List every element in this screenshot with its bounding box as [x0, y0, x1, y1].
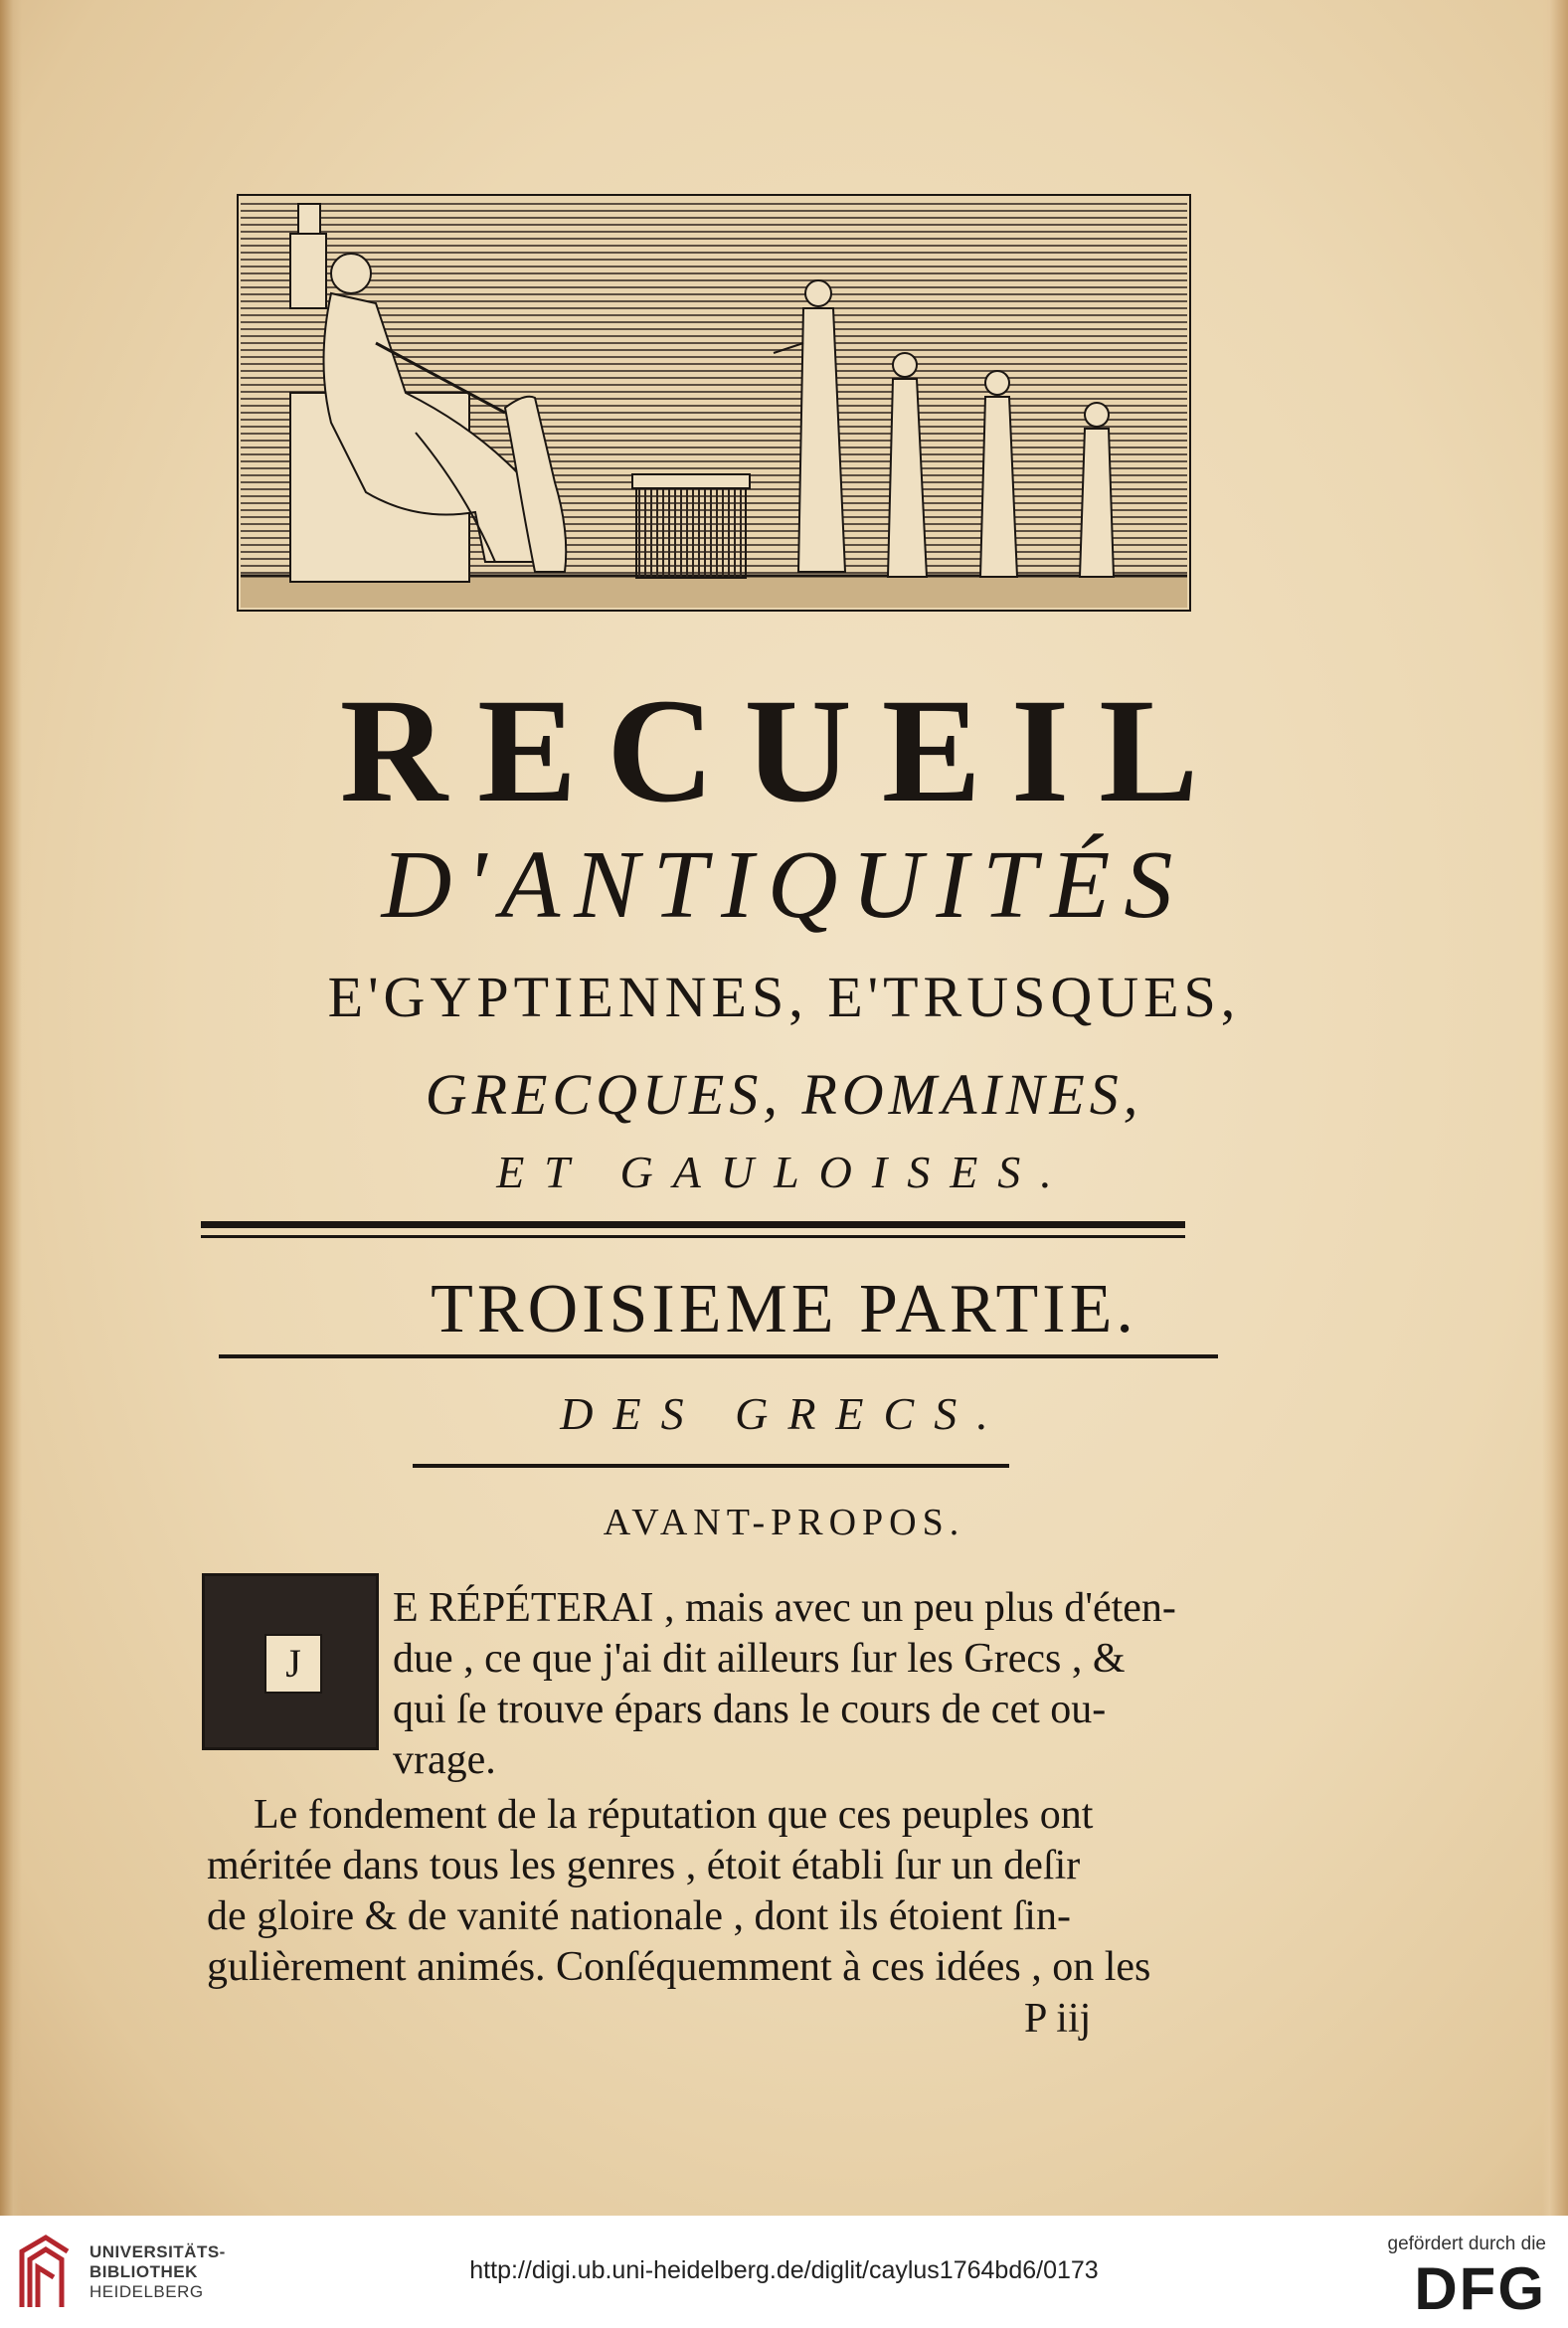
para1-line2: due , ce que j'ai dit ailleurs ſur les Grecs , & — [393, 1636, 1126, 1682]
title-grecques: GRECQUES, ROMAINES, — [425, 1062, 1143, 1127]
engraving-illustration — [237, 194, 1191, 612]
title-gauloises: ET GAULOISES. — [496, 1147, 1072, 1197]
part-heading: TROISIEME PARTIE. — [431, 1271, 1137, 1347]
dfg-logo[interactable]: DFG — [1414, 2255, 1546, 2322]
title-recueil: RECUEIL — [339, 668, 1229, 833]
section-heading: DES GRECS. — [560, 1388, 1008, 1439]
para2-line1: Le fondement de la réputation que ces peuples ont — [254, 1792, 1094, 1838]
para2-line4: gulièrement animés. Conſéquemment à ces idées , on les — [207, 1944, 1151, 1990]
part-rule — [219, 1354, 1218, 1358]
engraving-svg — [237, 194, 1191, 612]
para1-line3: qui ſe trouve épars dans le cours de cet ou- — [393, 1687, 1107, 1732]
double-rule-bottom — [201, 1235, 1185, 1238]
avant-propos-heading: AVANT-PROPOS. — [603, 1502, 965, 1543]
library-name-line2: BIBLIOTHEK — [89, 2262, 198, 2281]
signature-mark: P iij — [1024, 1996, 1092, 2042]
decorated-initial — [202, 1573, 379, 1750]
funded-by-label: gefördert durch die — [1387, 2234, 1546, 2254]
title-egyptiennes: E'GYPTIENNES, E'TRUSQUES, — [327, 965, 1241, 1029]
initial-letter: J — [264, 1634, 322, 1694]
para1-line1: E RÉPÉTERAI , mais avec un peu plus d'éten- — [393, 1585, 1176, 1631]
para1-line4: vrage. — [393, 1737, 496, 1783]
para2-line2: méritée dans tous les genres , étoit établi ſur un deſir — [207, 1843, 1081, 1888]
title-antiquites: D'ANTIQUITÉS — [381, 831, 1187, 939]
viewer-footer — [0, 2216, 1568, 2328]
section-rule — [413, 1464, 1009, 1468]
library-name-line3: HEIDELBERG — [89, 2282, 204, 2301]
double-rule-top — [201, 1221, 1185, 1228]
library-name-line1: UNIVERSITÄTS- — [89, 2242, 226, 2261]
para2-line3: de gloire & de vanité nationale , dont ils étoient ſin- — [207, 1893, 1071, 1939]
permalink-url[interactable]: http://digi.ub.uni-heidelberg.de/diglit/caylus1764bd6/0173 — [469, 2256, 1099, 2284]
